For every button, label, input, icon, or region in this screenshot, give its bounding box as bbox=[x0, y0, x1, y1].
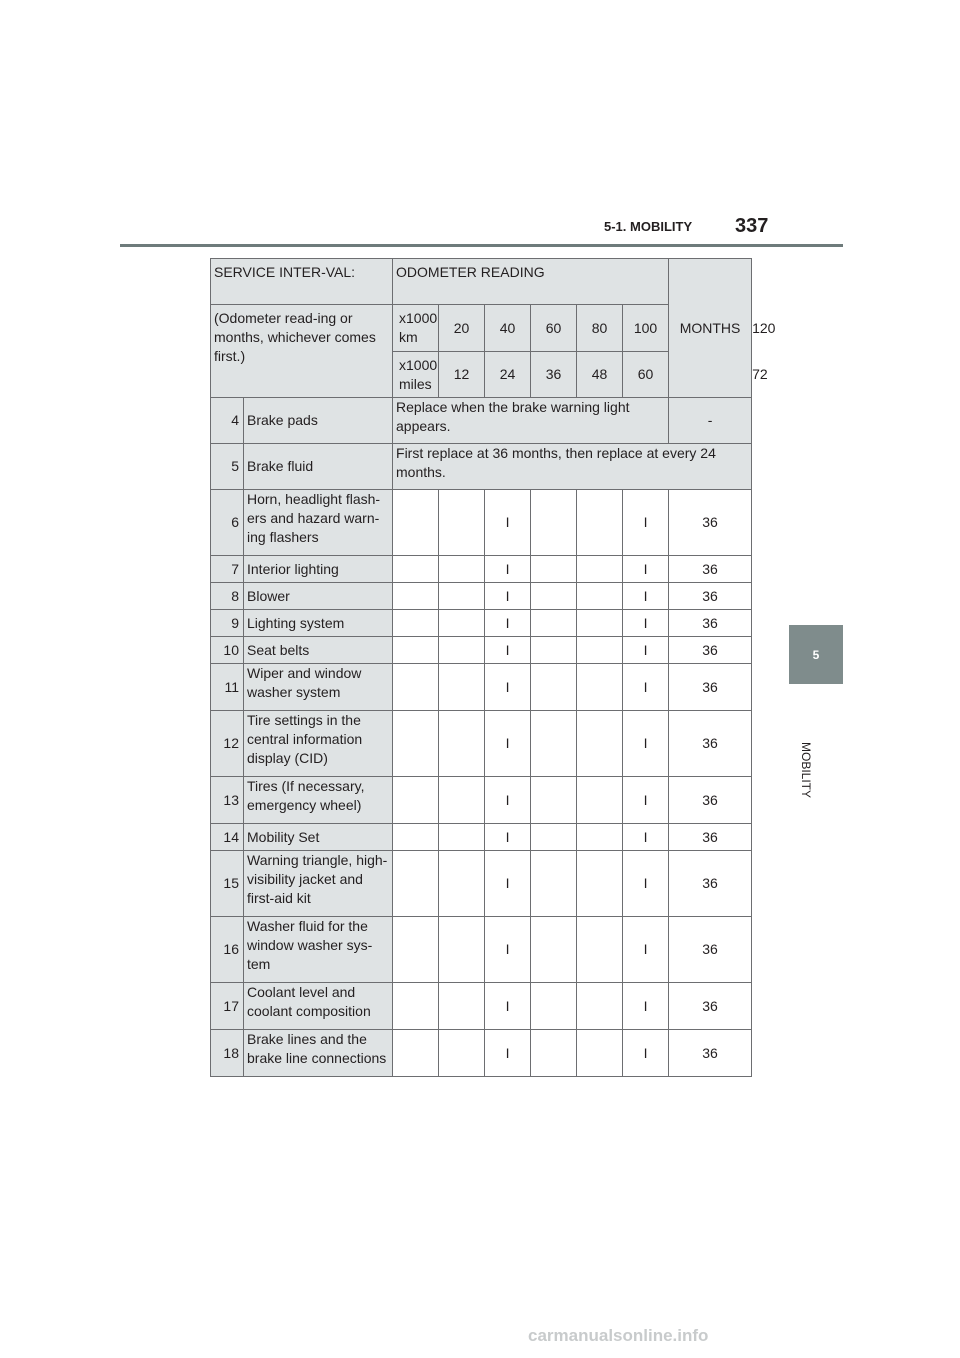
months-value: 36 bbox=[669, 983, 752, 1030]
months-value: 36 bbox=[669, 637, 752, 664]
item-name: Blower bbox=[244, 583, 393, 610]
interval-mark: I bbox=[485, 824, 531, 851]
item-name: Brake lines and the brake line connections bbox=[244, 1030, 393, 1077]
interval-mark bbox=[531, 983, 577, 1030]
interval-mark: I bbox=[623, 824, 669, 851]
months-value: 36 bbox=[669, 490, 752, 556]
interval-mark bbox=[439, 490, 485, 556]
item-number: 18 bbox=[211, 1030, 244, 1077]
interval-mark: I bbox=[623, 711, 669, 777]
interval-mark bbox=[439, 583, 485, 610]
miles-unit: x1000 miles bbox=[393, 352, 439, 398]
table-row bbox=[211, 637, 752, 664]
interval-mark: I bbox=[485, 490, 531, 556]
interval-mark bbox=[393, 824, 439, 851]
interval-mark bbox=[577, 851, 623, 917]
interval-mark bbox=[393, 610, 439, 637]
interval-mark bbox=[393, 583, 439, 610]
item-number: 17 bbox=[211, 983, 244, 1030]
interval-mark bbox=[439, 851, 485, 917]
interval-mark bbox=[439, 917, 485, 983]
service-interval-header: SERVICE INTER-VAL: bbox=[211, 259, 393, 305]
interval-mark bbox=[577, 637, 623, 664]
interval-mark: I bbox=[485, 917, 531, 983]
table-row bbox=[211, 490, 752, 556]
interval-mark bbox=[393, 917, 439, 983]
table-row bbox=[211, 1030, 752, 1077]
months-value: 36 bbox=[669, 556, 752, 583]
months-value: 36 bbox=[669, 711, 752, 777]
interval-mark bbox=[393, 556, 439, 583]
table-row bbox=[211, 851, 752, 917]
table-row bbox=[211, 556, 752, 583]
months-value: 36 bbox=[669, 583, 752, 610]
table-row bbox=[211, 610, 752, 637]
interval-mark bbox=[531, 556, 577, 583]
item-name: Warning triangle, high-visibility jacket and first-aid kit bbox=[244, 851, 393, 917]
chapter-label: MOBILITY bbox=[799, 741, 813, 799]
item-number: 14 bbox=[211, 824, 244, 851]
maintenance-schedule-table: SERVICE INTER-VAL: ODOMETER READING MONTHS (Odometer read-ing or months, whichever comes first.) x1000 km 20 40 60 80 100 120 x1000 miles 12 24 36 48 60 72 4 Brake pads Replace when the brake warning light appears. - 5 Brake fluid First replace at 36 months, then replace at every 24 months. 6 Horn, headlight flash-ers and hazard warn-ing flashers I I 36 7 Interior lighting I I 36 8 Blower I I 36 9 Lighting system I I 36 10 Seat belts I I 36 11 Wiper and window washer system I I 36 12 Tire settings in the central information display (CID) I I 36 13 Tires (If necessary, emergency wheel) I I 36 14 Mobility Set I I 36 15 Warning triangle, high-visibility jacket and first-aid kit I I 36 16 Washer fluid for the window washer sys-tem I I 36 17 Coolant level and coolant composition I I 36 18 Brake lines and the brake line connections I I 36 bbox=[210, 258, 752, 1077]
interval-mark bbox=[393, 1030, 439, 1077]
header-rule bbox=[120, 244, 843, 247]
interval-mark bbox=[531, 637, 577, 664]
interval-mark: I bbox=[485, 1030, 531, 1077]
mile-value: 12 bbox=[439, 352, 485, 398]
item-number: 11 bbox=[211, 664, 244, 711]
interval-mark bbox=[577, 1030, 623, 1077]
item-number: 15 bbox=[211, 851, 244, 917]
item-number: 9 bbox=[211, 610, 244, 637]
km-value: 100 bbox=[623, 305, 669, 352]
interval-mark: I bbox=[485, 637, 531, 664]
page-number: 337 bbox=[735, 215, 769, 237]
interval-mark bbox=[439, 983, 485, 1030]
interval-mark bbox=[439, 664, 485, 711]
interval-mark: I bbox=[623, 556, 669, 583]
interval-mark: I bbox=[485, 583, 531, 610]
item-number: 6 bbox=[211, 490, 244, 556]
table-row bbox=[211, 664, 752, 711]
item-name: Brake fluid bbox=[244, 444, 393, 490]
interval-mark bbox=[577, 556, 623, 583]
table-row bbox=[211, 917, 752, 983]
interval-mark bbox=[531, 1030, 577, 1077]
interval-mark bbox=[439, 556, 485, 583]
mile-value: 36 bbox=[531, 352, 577, 398]
interval-mark: I bbox=[485, 664, 531, 711]
item-name: Mobility Set bbox=[244, 824, 393, 851]
interval-mark: I bbox=[623, 583, 669, 610]
interval-mark bbox=[577, 824, 623, 851]
interval-mark bbox=[393, 490, 439, 556]
mile-value: 24 bbox=[485, 352, 531, 398]
interval-mark: I bbox=[623, 1030, 669, 1077]
interval-mark bbox=[439, 1030, 485, 1077]
chapter-tab[interactable] bbox=[789, 625, 843, 684]
item-number: 4 bbox=[211, 398, 244, 444]
interval-mark: I bbox=[485, 851, 531, 917]
chapter-number: 5 bbox=[812, 647, 820, 662]
months-value: 36 bbox=[669, 851, 752, 917]
interval-mark: I bbox=[623, 610, 669, 637]
interval-mark bbox=[439, 777, 485, 824]
item-number: 10 bbox=[211, 637, 244, 664]
interval-mark bbox=[393, 637, 439, 664]
interval-mark: I bbox=[623, 777, 669, 824]
km-unit: x1000 km bbox=[393, 305, 439, 352]
item-note: Replace when the brake warning light appears. bbox=[393, 398, 669, 444]
months-value: 36 bbox=[669, 610, 752, 637]
table-row bbox=[211, 398, 752, 444]
interval-mark: I bbox=[623, 664, 669, 711]
km-value: 60 bbox=[531, 305, 577, 352]
interval-mark bbox=[393, 851, 439, 917]
watermark: carmanualsonline.info bbox=[528, 1326, 709, 1345]
interval-mark bbox=[577, 711, 623, 777]
interval-mark bbox=[531, 490, 577, 556]
km-value: 20 bbox=[439, 305, 485, 352]
interval-mark bbox=[439, 610, 485, 637]
interval-mark bbox=[531, 851, 577, 917]
interval-mark bbox=[577, 490, 623, 556]
km-value: 80 bbox=[577, 305, 623, 352]
km-value: 40 bbox=[485, 305, 531, 352]
table-row bbox=[211, 983, 752, 1030]
table-row bbox=[211, 583, 752, 610]
interval-mark bbox=[577, 917, 623, 983]
interval-mark bbox=[531, 917, 577, 983]
interval-mark: I bbox=[485, 983, 531, 1030]
item-number: 16 bbox=[211, 917, 244, 983]
section-title: 5-1. MOBILITY bbox=[604, 219, 693, 234]
table-row bbox=[211, 444, 752, 490]
item-name: Horn, headlight flash-ers and hazard warn-ing flashers bbox=[244, 490, 393, 556]
item-name: Coolant level and coolant composition bbox=[244, 983, 393, 1030]
interval-mark bbox=[531, 664, 577, 711]
interval-mark bbox=[577, 583, 623, 610]
interval-mark: I bbox=[485, 610, 531, 637]
interval-mark bbox=[439, 711, 485, 777]
interval-mark bbox=[393, 777, 439, 824]
interval-mark: I bbox=[623, 637, 669, 664]
table-row bbox=[211, 777, 752, 824]
interval-mark bbox=[531, 777, 577, 824]
interval-mark bbox=[577, 610, 623, 637]
months-value: 36 bbox=[669, 824, 752, 851]
item-name: Seat belts bbox=[244, 637, 393, 664]
months-value: 36 bbox=[669, 777, 752, 824]
interval-mark bbox=[531, 610, 577, 637]
mile-value: 48 bbox=[577, 352, 623, 398]
interval-mark bbox=[577, 664, 623, 711]
item-name: Washer fluid for the window washer sys-tem bbox=[244, 917, 393, 983]
months-value: 36 bbox=[669, 1030, 752, 1077]
interval-mark: I bbox=[623, 851, 669, 917]
interval-mark: I bbox=[623, 490, 669, 556]
item-name: Brake pads bbox=[244, 398, 393, 444]
interval-mark bbox=[531, 583, 577, 610]
interval-mark: I bbox=[485, 556, 531, 583]
interval-mark bbox=[393, 983, 439, 1030]
interval-mark bbox=[393, 711, 439, 777]
item-number: 13 bbox=[211, 777, 244, 824]
interval-mark: I bbox=[485, 711, 531, 777]
months-value: 36 bbox=[669, 917, 752, 983]
interval-mark: I bbox=[485, 777, 531, 824]
months-value: 36 bbox=[669, 664, 752, 711]
item-name: Wiper and window washer system bbox=[244, 664, 393, 711]
item-name: Interior lighting bbox=[244, 556, 393, 583]
interval-mark bbox=[531, 711, 577, 777]
item-number: 5 bbox=[211, 444, 244, 490]
whichever-note: (Odometer read-ing or months, whichever comes first.) bbox=[211, 305, 393, 398]
odometer-reading-header: ODOMETER READING bbox=[393, 259, 669, 305]
item-number: 8 bbox=[211, 583, 244, 610]
item-number: 12 bbox=[211, 711, 244, 777]
interval-mark bbox=[577, 983, 623, 1030]
table-row bbox=[211, 711, 752, 777]
item-name: Tire settings in the central information display (CID) bbox=[244, 711, 393, 777]
interval-mark: I bbox=[623, 983, 669, 1030]
item-number: 7 bbox=[211, 556, 244, 583]
interval-mark bbox=[531, 824, 577, 851]
months-value: - bbox=[669, 398, 752, 444]
interval-mark bbox=[577, 777, 623, 824]
mile-value: 60 bbox=[623, 352, 669, 398]
interval-mark bbox=[393, 664, 439, 711]
item-name: Lighting system bbox=[244, 610, 393, 637]
item-note: First replace at 36 months, then replace at every 24 months. bbox=[393, 444, 752, 490]
months-header: MONTHS bbox=[669, 259, 752, 398]
interval-mark bbox=[439, 824, 485, 851]
table-row bbox=[211, 824, 752, 851]
item-name: Tires (If necessary, emergency wheel) bbox=[244, 777, 393, 824]
interval-mark bbox=[439, 637, 485, 664]
interval-mark: I bbox=[623, 917, 669, 983]
